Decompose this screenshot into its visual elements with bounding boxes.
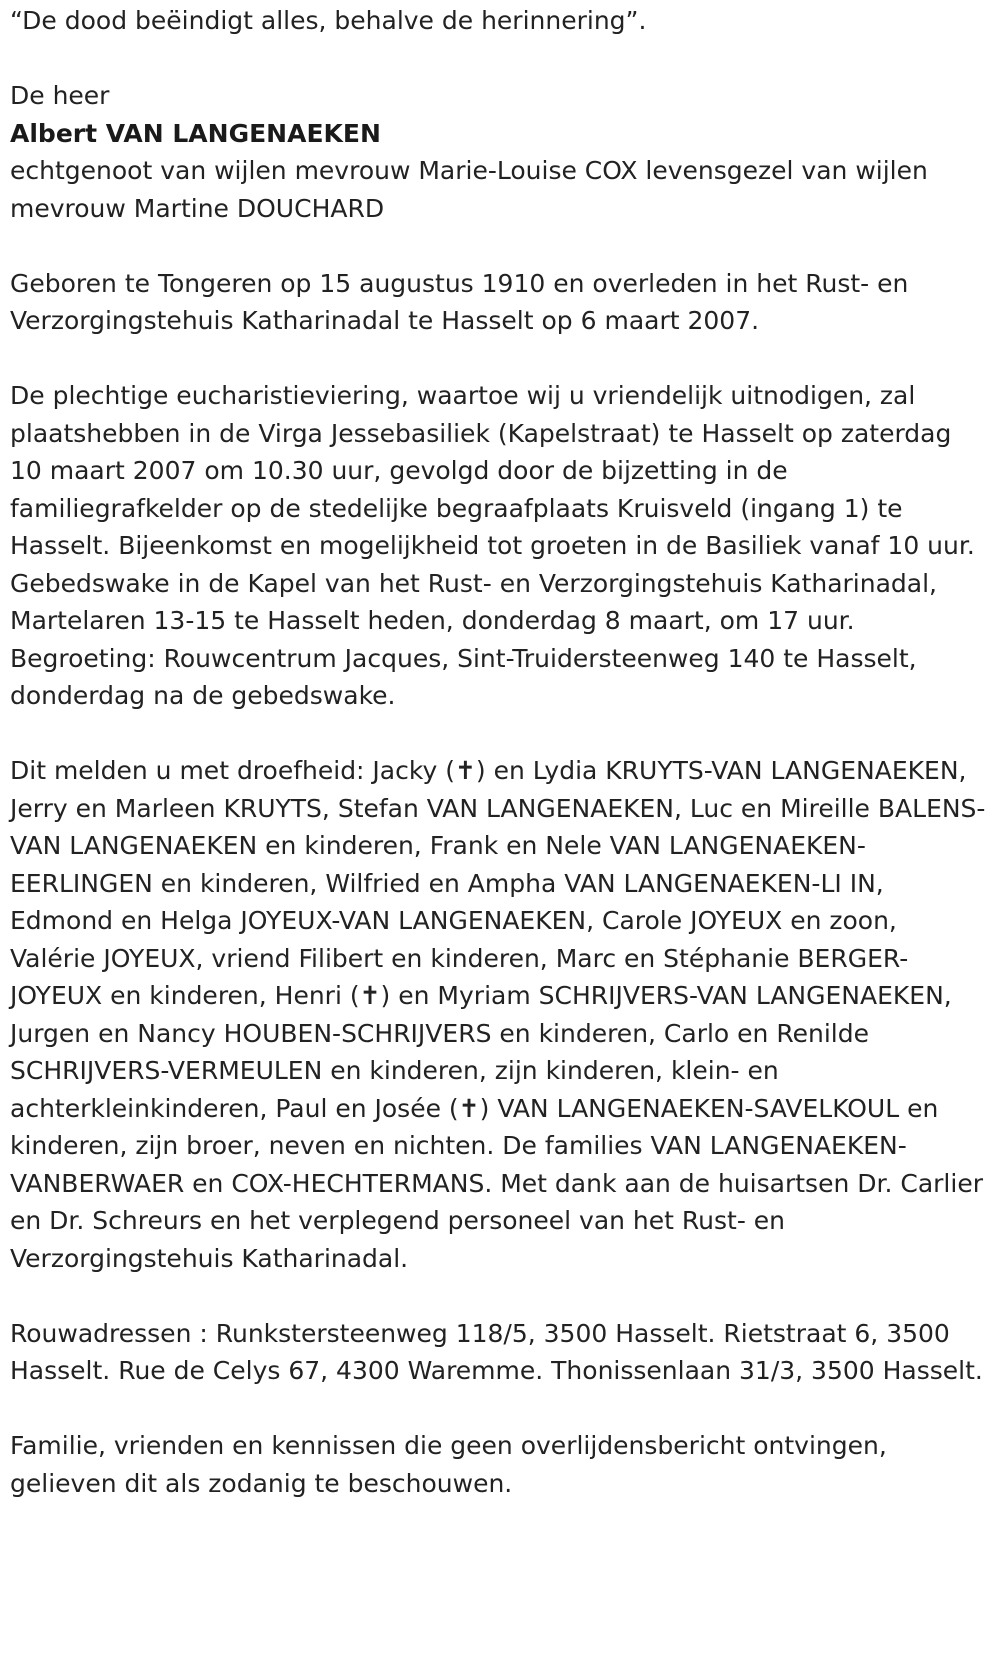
addresses-paragraph: Rouwadressen : Runkstersteenweg 118/5, 3500 Hasselt. Rietstraat 6, 3500 Hasselt. Rue de Celys 67, 4300 Waremme. Thonissenlaan 31/3, 3500 Hasselt. — [10, 1318, 983, 1385]
memorial-quote: “De dood beëindigt alles, behalve de herinnering”. — [10, 6, 647, 35]
spouse-line: echtgenoot van wijlen mevrouw Marie-Louise COX levensgezel van wijlen mevrouw Martine DOUCHARD — [10, 156, 928, 223]
birth-death-paragraph: Geboren te Tongeren op 15 augustus 1910 en overleden in het Rust- en Verzorgingstehuis Katharinadal te Hasselt op 6 maart 2007. — [10, 268, 909, 335]
closing-paragraph: Familie, vrienden en kennissen die geen overlijdensbericht ontvingen, gelieven dit als zodanig te beschouwen. — [10, 1431, 887, 1498]
family-paragraph: Dit melden u met droefheid: Jacky (✝) en Lydia KRUYTS-VAN LANGENAEKEN, Jerry en Marleen KRUYTS, Stefan VAN LANGENAEKEN, Luc en Mireille BALENS-VAN LANGENAEKEN en kinderen, Frank en Nele VAN LANGENAEKEN-EERLINGEN en kinderen, Wilfried en Ampha VAN LANGENAEKEN-LI IN, Edmond en Helga JOYEUX-VAN LANGENAEKEN, Carole JOYEUX en zoon, Valérie JOYEUX, vriend Filibert en kinderen, Marc en Stéphanie BERGER-JOYEUX en kinderen, Henri (✝) en Myriam SCHRIJVERS-VAN LANGENAEKEN, Jurgen en Nancy HOUBEN-SCHRIJVERS en kinderen, Carlo en Renilde SCHRIJVERS-VERMEULEN en kinderen, zijn kinderen, klein- en achterkleinkinderen, Paul en Josée (✝) VAN LANGENAEKEN-SAVELKOUL en kinderen, zijn broer, neven en nichten. De families VAN LANGENAEKEN-VANBERWAER en COX-HECHTERMANS. Met dank aan de huisartsen Dr. Carlier en Dr. Schreurs en het verplegend personeel van het Rust- en Verzorgingstehuis Katharinadal. — [10, 756, 986, 1273]
ceremony-paragraph: De plechtige eucharistieviering, waartoe wij u vriendelijk uitnodigen, zal plaatshebben in de Virga Jessebasiliek (Kapelstraat) te Hasselt op zaterdag 10 maart 2007 om 10.30 uur, gevolgd door de bijzetting in de familiegrafkelder op de stedelijke begraafplaats Kruisveld (ingang 1) te Hasselt. Bijeenkomst en mogelijkheid tot groeten in de Basiliek vanaf 10 uur. Gebedswake in de Kapel van het Rust- en Verzorgingstehuis Katharinadal, Martelaren 13-15 te Hasselt heden, donderdag 8 maart, om 17 uur. Begroeting: Rouwcentrum Jacques, Sint-Truidersteenweg 140 te Hasselt, donderdag na de gebedswake. — [10, 381, 975, 710]
deceased-name: Albert VAN LANGENAEKEN — [10, 118, 381, 148]
honorific: De heer — [10, 81, 110, 110]
